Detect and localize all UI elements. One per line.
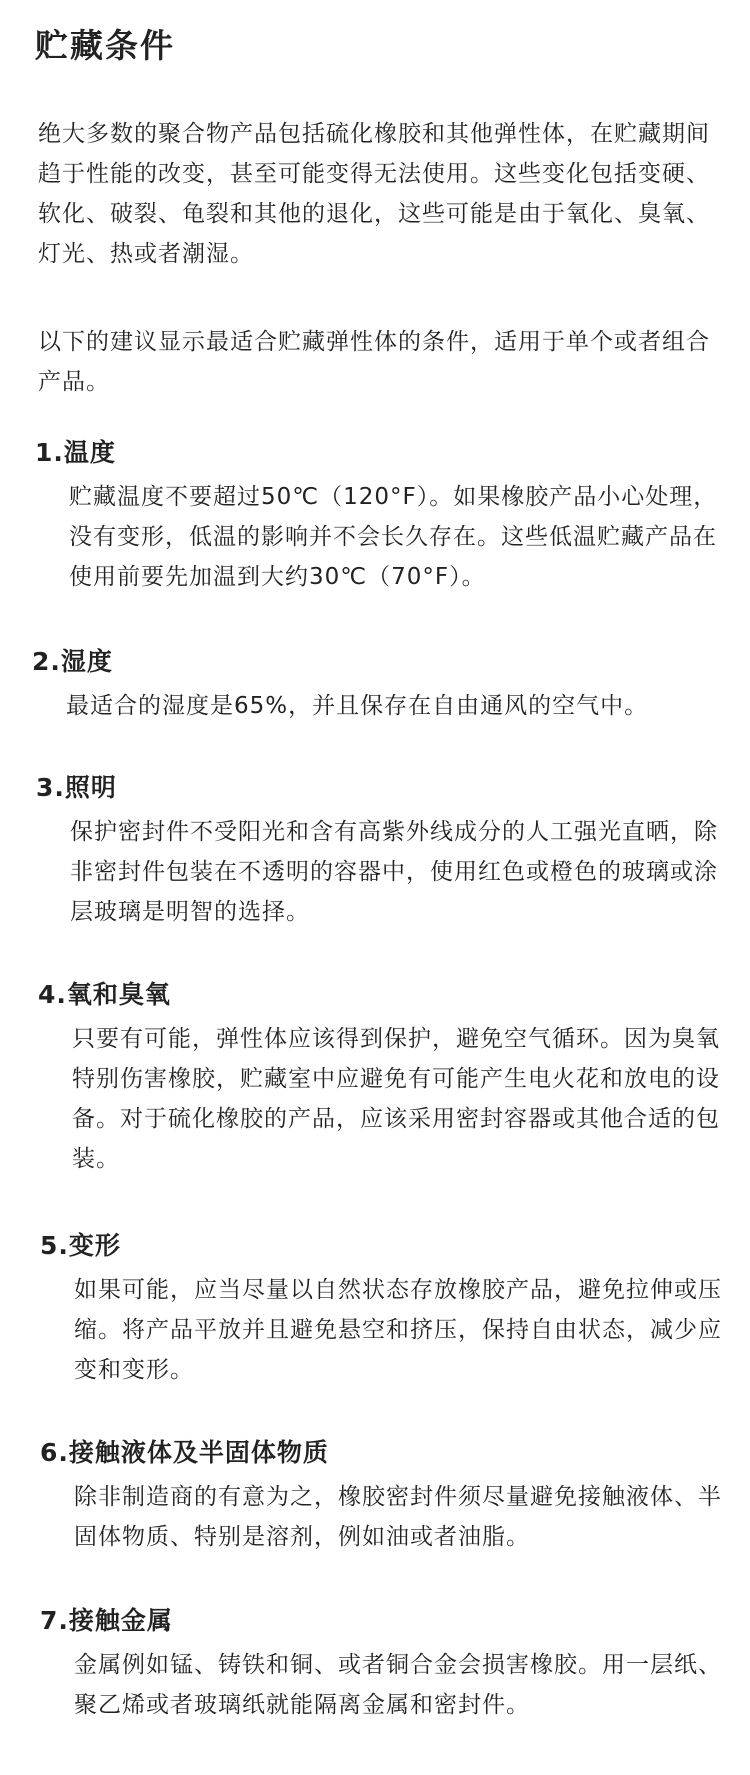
section-body: 金属例如锰、铸铁和铜、或者铜合金会损害橡胶。用一层纸、聚乙烯或者玻璃纸就能隔离金属和密封件。 <box>74 1652 722 1718</box>
section-heading: 7.接触金属 <box>40 1606 173 1635</box>
intro-paragraph-1: 绝大多数的聚合物产品包括硫化橡胶和其他弹性体，在贮藏期间趋于性能的改变，甚至可能变得无法使用。这些变化包括变硬、软化、破裂、龟裂和其他的退化，这些可能是由于氧化、臭氧、灯光、热或者潮湿。 <box>38 121 710 267</box>
section-heading: 2.湿度 <box>32 647 113 676</box>
section-body: 最适合的湿度是65%，并且保存在自由通风的空气中。 <box>66 693 649 719</box>
section-contact-metals <box>40 1603 734 1725</box>
section-body: 贮藏温度不要超过50℃（120°F）。如果橡胶产品小心处理，没有变形，低温的影响并不会长久存在。这些低温贮藏产品在使用前要先加温到大约30℃（70°F）。 <box>69 484 718 590</box>
section-heading: 4.氧和臭氧 <box>38 980 171 1009</box>
section-body: 除非制造商的有意为之，橡胶密封件须尽量避免接触液体、半固体物质、特别是溶剂，例如油或者油脂。 <box>74 1484 722 1550</box>
section-lighting <box>36 770 730 932</box>
section-heading: 3.照明 <box>36 773 117 802</box>
page-title: 贮藏条件 <box>35 26 175 65</box>
intro-paragraph-2: 以下的建议显示最适合贮藏弹性体的条件，适用于单个或者组合产品。 <box>38 329 710 395</box>
section-humidity <box>32 644 726 726</box>
section-deformation <box>40 1228 734 1390</box>
section-heading: 5.变形 <box>40 1231 121 1260</box>
section-body: 只要有可能，弹性体应该得到保护，避免空气循环。因为臭氧特别伤害橡胶，贮藏室中应避免有可能产生电火花和放电的设备。对于硫化橡胶的产品，应该采用密封容器或其他合适的包装。 <box>72 1026 720 1172</box>
section-body: 如果可能，应当尽量以自然状态存放橡胶产品，避免拉伸或压缩。将产品平放并且避免悬空和挤压，保持自由状态，减少应变和变形。 <box>74 1277 722 1383</box>
section-oxygen-ozone <box>38 977 732 1179</box>
section-body: 保护密封件不受阳光和含有高紫外线成分的人工强光直晒，除非密封件包装在不透明的容器中，使用红色或橙色的玻璃或涂层玻璃是明智的选择。 <box>70 819 718 925</box>
section-contact-liquids <box>40 1435 734 1557</box>
section-temperature <box>35 435 729 597</box>
section-heading: 1.温度 <box>35 438 116 467</box>
section-heading: 6.接触液体及半固体物质 <box>40 1438 329 1467</box>
